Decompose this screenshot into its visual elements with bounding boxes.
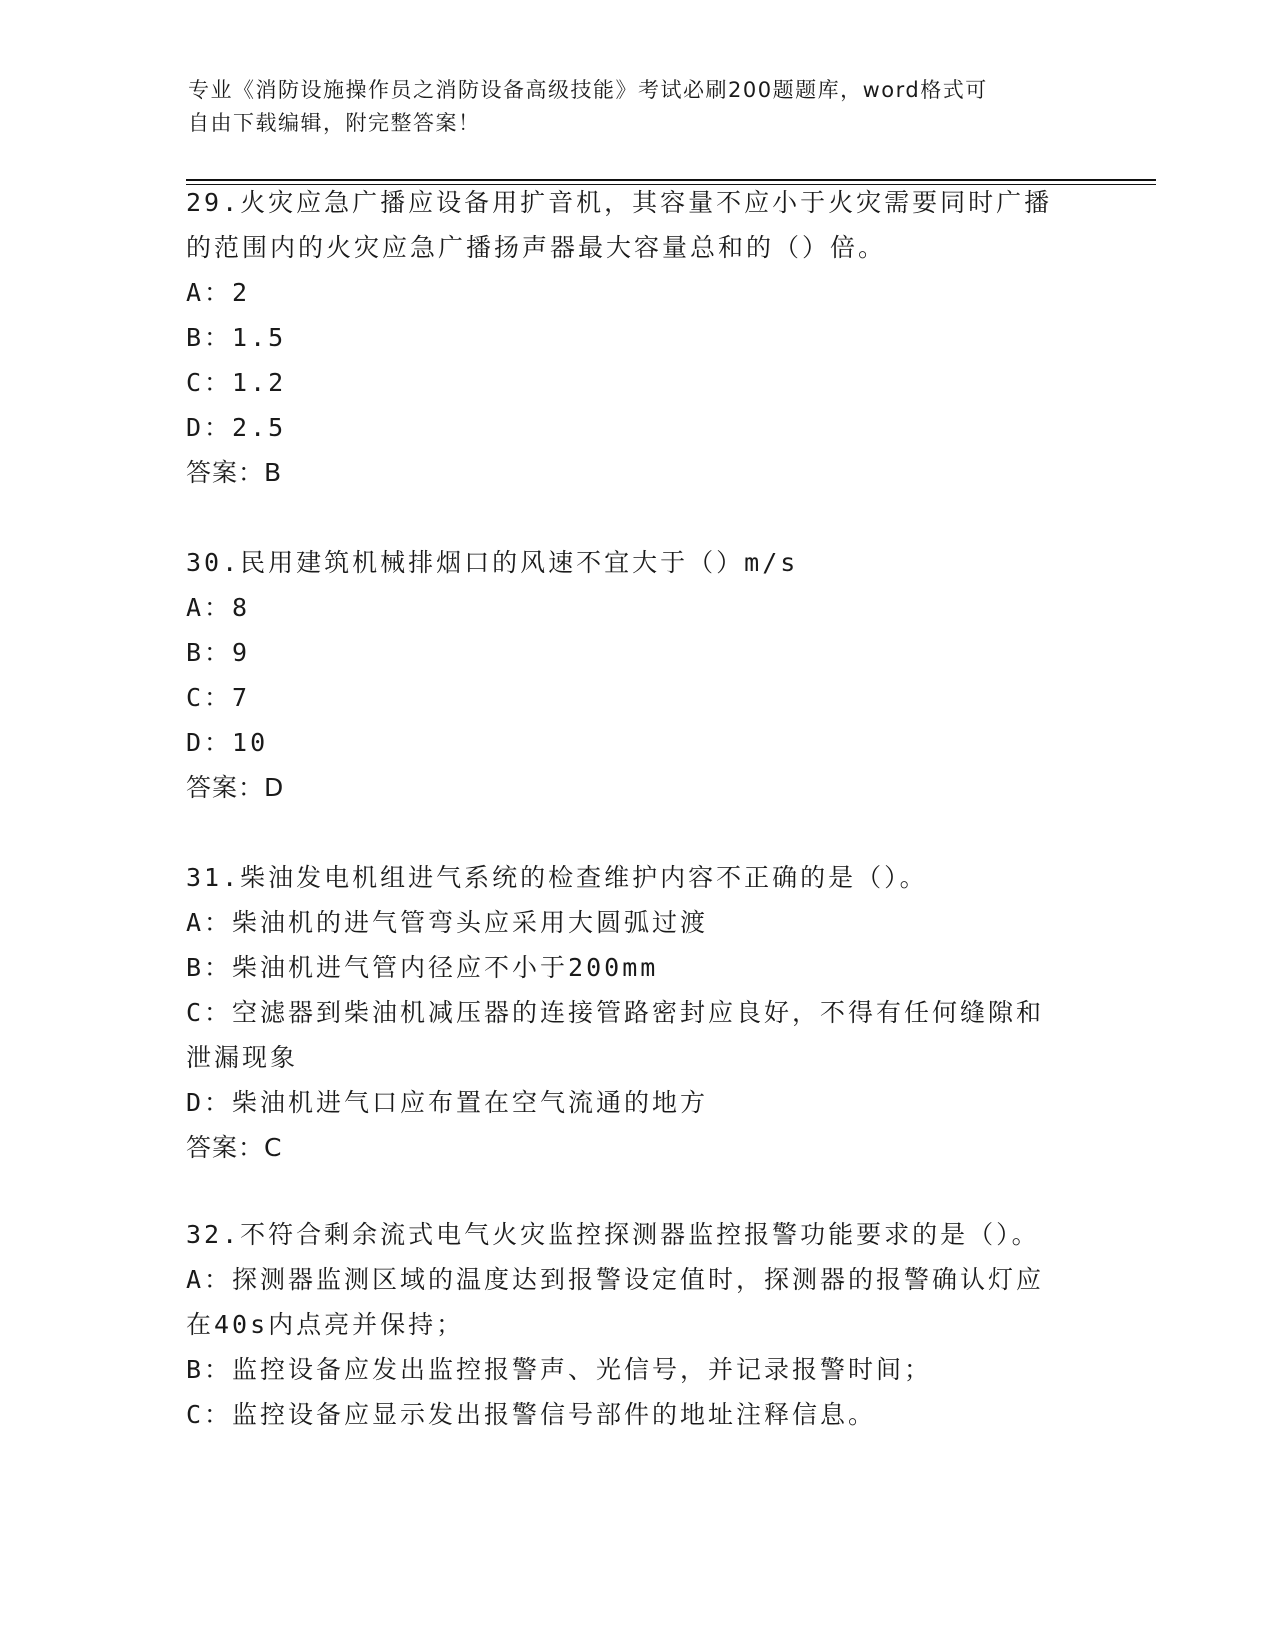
question-stem-line-2: 的范围内的火灾应急广播扬声器最大容量总和的（）倍。 xyxy=(186,233,887,262)
option-c: C：1.2 xyxy=(186,368,287,397)
question-stem-line-1: 31.柴油发电机组进气系统的检查维护内容不正确的是（）。 xyxy=(186,863,928,892)
question-29 xyxy=(186,180,1086,495)
document-header xyxy=(188,74,1068,140)
option-c-line-1: C：空滤器到柴油机减压器的连接管路密封应良好，不得有任何缝隙和 xyxy=(186,998,1045,1027)
answer-label: 答案：C xyxy=(186,1133,283,1162)
answer-label: 答案：D xyxy=(186,773,285,802)
option-b: B：9 xyxy=(186,638,251,667)
option-a: A：8 xyxy=(186,593,251,622)
question-stem-line-1: 32.不符合剩余流式电气火灾监控探测器监控报警功能要求的是（）。 xyxy=(186,1220,1040,1249)
option-b: B：监控设备应发出监控报警声、光信号，并记录报警时间； xyxy=(186,1355,933,1384)
question-32 xyxy=(186,1212,1086,1437)
option-d: D：2.5 xyxy=(186,413,287,442)
option-c: C：监控设备应显示发出报警信号部件的地址注释信息。 xyxy=(186,1400,877,1429)
question-stem-line-1: 29.火灾应急广播应设备用扩音机，其容量不应小于火灾需要同时广播 xyxy=(186,188,1053,217)
option-a-line-2: 在40s内点亮并保持； xyxy=(186,1310,465,1339)
option-c-line-2: 泄漏现象 xyxy=(186,1043,299,1072)
option-d: D：柴油机进气口应布置在空气流通的地方 xyxy=(186,1088,709,1117)
option-b: B：柴油机进气管内径应不小于200mm xyxy=(186,953,659,982)
option-a: A：柴油机的进气管弯头应采用大圆弧过渡 xyxy=(186,908,709,937)
answer-label: 答案：B xyxy=(186,458,283,487)
option-a-line-1: A：探测器监测区域的温度达到报警设定值时，探测器的报警确认灯应 xyxy=(186,1265,1045,1294)
option-a: A：2 xyxy=(186,278,251,307)
question-30 xyxy=(186,540,1086,810)
question-stem-line-1: 30.民用建筑机械排烟口的风速不宜大于（）m/s xyxy=(186,548,799,577)
question-31 xyxy=(186,855,1086,1170)
option-c: C：7 xyxy=(186,683,251,712)
header-line-1: 专业《消防设施操作员之消防设备高级技能》考试必刷200题题库，word格式可 xyxy=(188,78,988,102)
header-line-2: 自由下载编辑，附完整答案！ xyxy=(188,111,481,135)
option-d: D：10 xyxy=(186,728,269,757)
option-b: B：1.5 xyxy=(186,323,287,352)
